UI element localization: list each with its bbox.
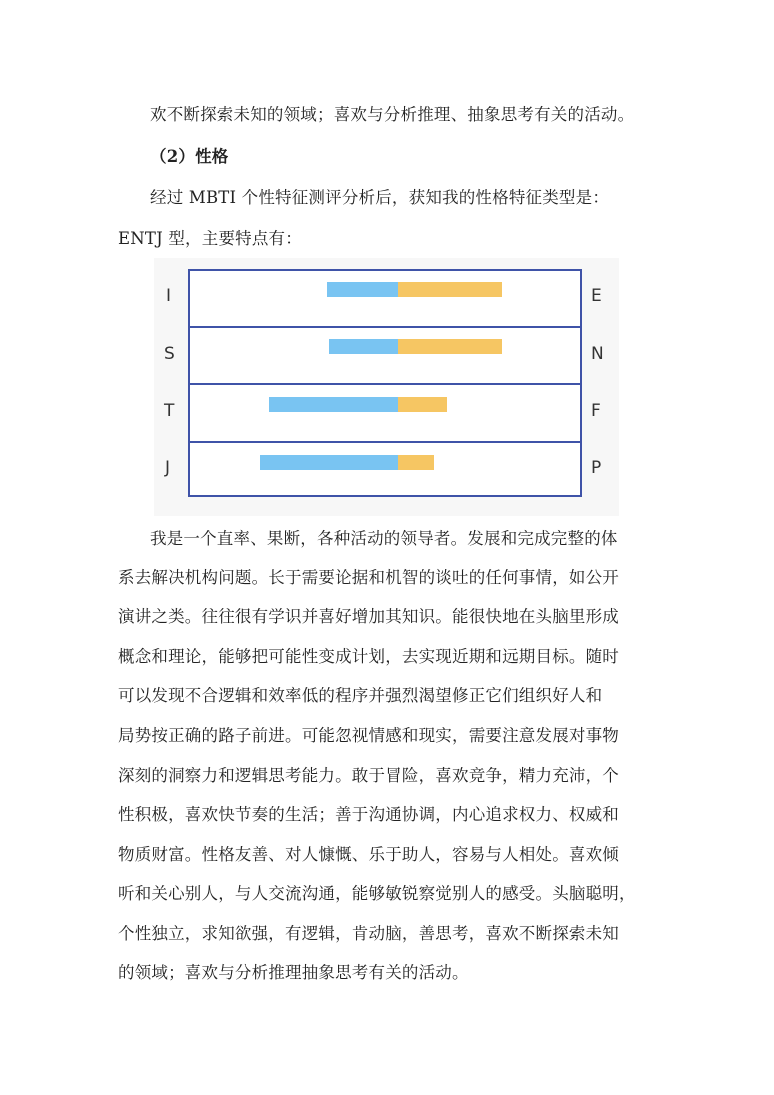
axis-label-left: S [164,344,175,364]
bar-e-preference [398,282,502,297]
axis-label-right: N [591,344,604,364]
row-divider [190,326,580,328]
row-divider [190,441,580,443]
axis-label-right: E [591,286,602,306]
bar-j-preference [260,455,398,470]
text-line: ENTJ 型，主要特点有： [118,229,302,248]
text-line: 我是一个直率、果断，各种活动的领导者。发展和完成完整的体 [150,529,618,548]
text-line: 的领域；喜欢与分析推理抽象思考有关的活动。 [118,963,469,982]
section-heading-personality: （2）性格 [150,147,229,166]
text-line: 局势按正确的路子前进。可能忽视情感和现实，需要注意发展对事物 [118,726,619,745]
text-line: 听和关心别人，与人交流沟通，能够敏锐察觉别人的感受。头脑聪明， [118,884,636,903]
text-line: 系去解决机构问题。长于需要论据和机智的谈吐的任何事情，如公开 [118,568,619,587]
mbti-chart [188,269,582,497]
axis-label-right: P [591,458,602,478]
text-line: 个性独立，求知欲强，有逻辑，肯动脑，善思考，喜欢不断探索未知 [118,924,619,943]
bar-s-preference [329,339,398,354]
text-line: 性积极，喜欢快节奏的生活；善于沟通协调，内心追求权力、权威和 [118,805,619,824]
mbti-chart-figure [154,258,619,516]
text-line: 深刻的洞察力和逻辑思考能力。敢于冒险，喜欢竞争，精力充沛，个 [118,766,619,785]
axis-label-left: T [164,401,175,421]
bar-t-preference [269,397,398,412]
text-line: 可以发现不合逻辑和效率低的程序并强烈渴望修正它们组织好人和 [118,686,603,705]
axis-label-left: J [165,458,171,478]
bar-n-preference [398,339,502,354]
text-line: 经过 MBTI 个性特征测评分析后，获知我的性格特征类型是： [150,188,610,207]
axis-label-left: I [166,286,172,306]
bar-p-preference [398,455,434,470]
row-divider [190,383,580,385]
bar-i-preference [327,282,398,297]
axis-label-right: F [591,401,601,421]
text-line: 概念和理论，能够把可能性变成计划，去实现近期和远期目标。随时 [118,647,619,666]
text-line: 物质财富。性格友善、对人慷慨、乐于助人，容易与人相处。喜欢倾 [118,845,619,864]
bar-f-preference [398,397,447,412]
text-line: 欢不断探索未知的领域；喜欢与分析推理、抽象思考有关的活动。 [150,105,635,124]
text-line: 演讲之类。往往很有学识并喜好增加其知识。能很快地在头脑里形成 [118,607,619,626]
